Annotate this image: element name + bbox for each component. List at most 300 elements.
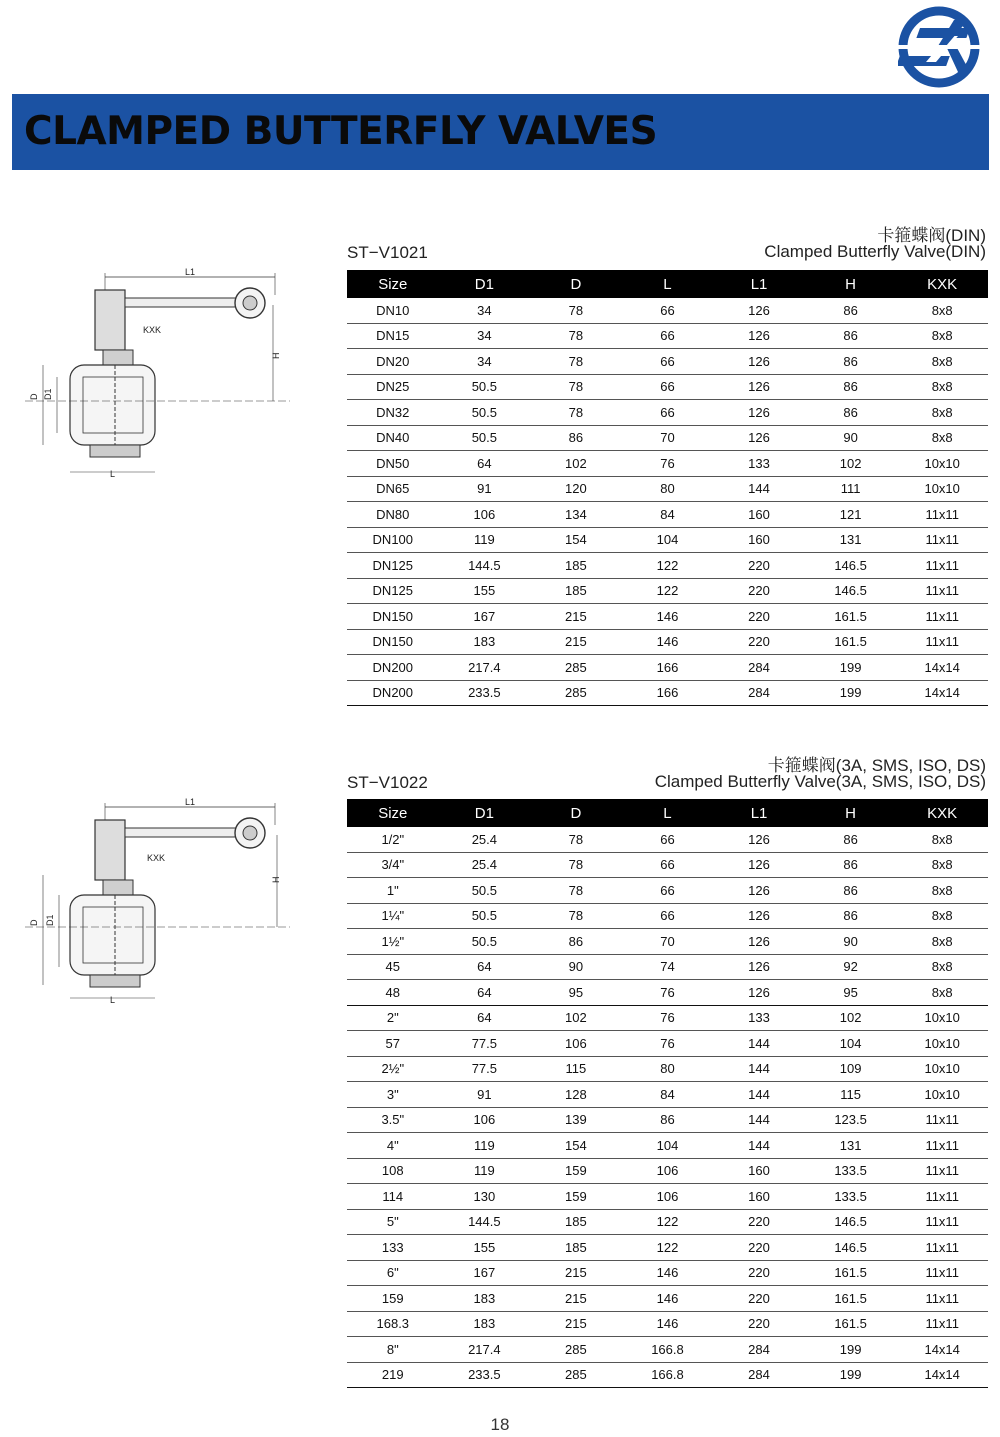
- table-cell: 144.5: [439, 553, 531, 579]
- table-cell: 122: [622, 553, 714, 579]
- table-cell: 8x8: [896, 903, 988, 929]
- table-cell: 130: [439, 1184, 531, 1210]
- table-cell: 161.5: [805, 1311, 897, 1337]
- table-row: [347, 827, 988, 852]
- table-cell: 126: [713, 425, 805, 451]
- table-cell: 10x10: [896, 1082, 988, 1108]
- section1-title-en: Clamped Butterfly Valve(DIN): [764, 242, 986, 261]
- table-cell: 220: [713, 1286, 805, 1312]
- table-cell: 11x11: [896, 1133, 988, 1159]
- table-cell: 126: [713, 903, 805, 929]
- table-cell: 199: [805, 655, 897, 681]
- table-cell: 160: [713, 1184, 805, 1210]
- table-cell: 1½": [347, 929, 439, 955]
- table-cell: 34: [439, 349, 531, 375]
- table-cell: 86: [805, 323, 897, 349]
- column-header: Size: [347, 270, 439, 298]
- table-cell: 106: [622, 1158, 714, 1184]
- table-cell: 146.5: [805, 1209, 897, 1235]
- table-cell: 1¼": [347, 903, 439, 929]
- table-cell: 126: [713, 298, 805, 323]
- table-cell: 11x11: [896, 578, 988, 604]
- table-cell: 2½": [347, 1056, 439, 1082]
- table-cell: 8x8: [896, 425, 988, 451]
- table-cell: 3/4": [347, 852, 439, 878]
- table-cell: 8x8: [896, 400, 988, 426]
- table-cell: 166: [622, 655, 714, 681]
- table-cell: 86: [805, 400, 897, 426]
- table-cell: 34: [439, 323, 531, 349]
- table-cell: 155: [439, 578, 531, 604]
- table-cell: 160: [713, 527, 805, 553]
- table-cell: 78: [530, 400, 622, 426]
- table-cell: 159: [530, 1158, 622, 1184]
- table-row: [347, 527, 988, 553]
- table-cell: 154: [530, 1133, 622, 1159]
- table-row: [347, 1107, 988, 1133]
- table-cell: 64: [439, 980, 531, 1006]
- table-cell: 220: [713, 578, 805, 604]
- table-cell: 45: [347, 954, 439, 980]
- table-cell: 102: [805, 451, 897, 477]
- table-cell: 167: [439, 604, 531, 630]
- table-cell: 215: [530, 1260, 622, 1286]
- table-cell: 220: [713, 1235, 805, 1261]
- table-cell: 120: [530, 476, 622, 502]
- table-cell: 86: [530, 425, 622, 451]
- table-cell: 144: [713, 1107, 805, 1133]
- table-cell: 126: [713, 323, 805, 349]
- table-cell: DN200: [347, 680, 439, 706]
- table-cell: 167: [439, 1260, 531, 1286]
- table-cell: 111: [805, 476, 897, 502]
- table-cell: 11x11: [896, 1311, 988, 1337]
- table-cell: 159: [347, 1286, 439, 1312]
- table-cell: DN20: [347, 349, 439, 375]
- table-cell: 160: [713, 502, 805, 528]
- column-header: H: [805, 270, 897, 298]
- table-cell: 78: [530, 298, 622, 323]
- title-banner: [12, 94, 989, 170]
- table-row: [347, 878, 988, 904]
- table-cell: 8x8: [896, 349, 988, 375]
- table-cell: 144: [713, 1056, 805, 1082]
- table-cell: 86: [805, 827, 897, 852]
- table-cell: 76: [622, 451, 714, 477]
- table-cell: DN65: [347, 476, 439, 502]
- table-cell: 14x14: [896, 655, 988, 681]
- table-cell: 8x8: [896, 929, 988, 955]
- section2-valve-drawing: [25, 795, 290, 1010]
- table-row: [347, 852, 988, 878]
- table-cell: DN32: [347, 400, 439, 426]
- dim-l-label: L: [110, 995, 116, 1005]
- table-cell: 115: [805, 1082, 897, 1108]
- dim-d-label: D: [29, 919, 39, 926]
- table-cell: 185: [530, 553, 622, 579]
- table-cell: 133.5: [805, 1184, 897, 1210]
- column-header: D: [530, 270, 622, 298]
- table-cell: 70: [622, 929, 714, 955]
- table-cell: 128: [530, 1082, 622, 1108]
- table-cell: 155: [439, 1235, 531, 1261]
- table-cell: 161.5: [805, 629, 897, 655]
- table-cell: 146: [622, 629, 714, 655]
- table-cell: 70: [622, 425, 714, 451]
- table-cell: 108: [347, 1158, 439, 1184]
- table-cell: DN80: [347, 502, 439, 528]
- table-cell: 64: [439, 954, 531, 980]
- table-cell: 76: [622, 1005, 714, 1031]
- table-cell: 139: [530, 1107, 622, 1133]
- table-cell: 109: [805, 1056, 897, 1082]
- table-cell: 219: [347, 1362, 439, 1388]
- table-cell: 161.5: [805, 1286, 897, 1312]
- table-cell: 220: [713, 553, 805, 579]
- table-cell: 66: [622, 903, 714, 929]
- table-cell: 3": [347, 1082, 439, 1108]
- table-cell: 104: [805, 1031, 897, 1057]
- table-cell: DN40: [347, 425, 439, 451]
- table-row: [347, 400, 988, 426]
- column-header: D: [530, 799, 622, 827]
- table-cell: 284: [713, 1362, 805, 1388]
- table-cell: DN125: [347, 578, 439, 604]
- column-header: D1: [439, 799, 531, 827]
- table-row: [347, 349, 988, 375]
- table-cell: 11x11: [896, 604, 988, 630]
- table-cell: 233.5: [439, 680, 531, 706]
- table-cell: 199: [805, 680, 897, 706]
- table-cell: 285: [530, 680, 622, 706]
- table-cell: 115: [530, 1056, 622, 1082]
- table-cell: 123.5: [805, 1107, 897, 1133]
- table-cell: 126: [713, 374, 805, 400]
- column-header: L1: [713, 270, 805, 298]
- dim-kxk-label: KXK: [143, 325, 162, 335]
- table-row: [347, 954, 988, 980]
- table-cell: 106: [530, 1031, 622, 1057]
- table-cell: 14x14: [896, 1337, 988, 1363]
- table-cell: DN200: [347, 655, 439, 681]
- table-cell: 11x11: [896, 1107, 988, 1133]
- table-row: [347, 1209, 988, 1235]
- table-cell: 78: [530, 349, 622, 375]
- table-cell: 78: [530, 878, 622, 904]
- table-cell: 217.4: [439, 1337, 531, 1363]
- section2-title-en: Clamped Butterfly Valve(3A, SMS, ISO, DS): [654, 772, 986, 791]
- table-cell: 66: [622, 298, 714, 323]
- section1-title-cn: 卡箍蝶阀(DIN): [877, 226, 986, 245]
- table-cell: 144.5: [439, 1209, 531, 1235]
- table-cell: 78: [530, 323, 622, 349]
- table-cell: 119: [439, 527, 531, 553]
- table-cell: 220: [713, 629, 805, 655]
- table-cell: 215: [530, 1311, 622, 1337]
- table-cell: 66: [622, 400, 714, 426]
- table-cell: 183: [439, 629, 531, 655]
- table-cell: 25.4: [439, 827, 531, 852]
- table-cell: 66: [622, 852, 714, 878]
- table-cell: 166.8: [622, 1362, 714, 1388]
- table-cell: 11x11: [896, 629, 988, 655]
- table-cell: 50.5: [439, 374, 531, 400]
- table-cell: 66: [622, 374, 714, 400]
- table-cell: 78: [530, 903, 622, 929]
- table-row: [347, 929, 988, 955]
- table-cell: 131: [805, 527, 897, 553]
- table-cell: 50.5: [439, 929, 531, 955]
- table-cell: 11x11: [896, 1260, 988, 1286]
- table-cell: 185: [530, 1235, 622, 1261]
- section2-title-cn: 卡箍蝶阀(3A, SMS, ISO, DS): [767, 756, 986, 775]
- table-cell: 114: [347, 1184, 439, 1210]
- table-cell: 215: [530, 629, 622, 655]
- table-cell: 11x11: [896, 1158, 988, 1184]
- table-cell: 126: [713, 878, 805, 904]
- table-cell: 102: [530, 1005, 622, 1031]
- column-header: H: [805, 799, 897, 827]
- table-cell: 86: [805, 903, 897, 929]
- table-cell: 1/2": [347, 827, 439, 852]
- table-row: [347, 980, 988, 1006]
- table-cell: 284: [713, 655, 805, 681]
- column-header: L: [622, 799, 714, 827]
- table-cell: 104: [622, 527, 714, 553]
- table-row: [347, 1082, 988, 1108]
- table-cell: 146.5: [805, 578, 897, 604]
- table-cell: 11x11: [896, 527, 988, 553]
- table-cell: 102: [530, 451, 622, 477]
- table-cell: DN10: [347, 298, 439, 323]
- table-cell: DN50: [347, 451, 439, 477]
- table-cell: 285: [530, 1362, 622, 1388]
- table-row: [347, 1311, 988, 1337]
- table-row: [347, 323, 988, 349]
- table-cell: 133: [347, 1235, 439, 1261]
- table-cell: 66: [622, 878, 714, 904]
- table-row: [347, 476, 988, 502]
- table-row: [347, 629, 988, 655]
- table-cell: 34: [439, 298, 531, 323]
- page-number: 18: [490, 1415, 510, 1434]
- table-cell: 126: [713, 954, 805, 980]
- table-row: [347, 1005, 988, 1031]
- table-cell: 161.5: [805, 1260, 897, 1286]
- table-cell: 76: [622, 1031, 714, 1057]
- table-cell: 8x8: [896, 980, 988, 1006]
- table-cell: 133.5: [805, 1158, 897, 1184]
- table-cell: 134: [530, 502, 622, 528]
- table-cell: 84: [622, 502, 714, 528]
- table-cell: 159: [530, 1184, 622, 1210]
- table-cell: 285: [530, 1337, 622, 1363]
- table-cell: 8": [347, 1337, 439, 1363]
- table-cell: 11x11: [896, 502, 988, 528]
- table-cell: 84: [622, 1082, 714, 1108]
- table-cell: 64: [439, 1005, 531, 1031]
- table-cell: DN125: [347, 553, 439, 579]
- table-cell: 284: [713, 680, 805, 706]
- kxk-logo-icon: [898, 6, 984, 88]
- table-cell: 183: [439, 1311, 531, 1337]
- table-cell: 86: [805, 852, 897, 878]
- table-cell: 77.5: [439, 1056, 531, 1082]
- table-cell: 8x8: [896, 878, 988, 904]
- table-row: [347, 680, 988, 706]
- section1-model: ST−V1021: [347, 243, 428, 262]
- table-cell: 80: [622, 476, 714, 502]
- table-cell: 285: [530, 655, 622, 681]
- table-cell: 144: [713, 1133, 805, 1159]
- table-row: [347, 903, 988, 929]
- table-cell: 77.5: [439, 1031, 531, 1057]
- table-cell: 11x11: [896, 553, 988, 579]
- table-cell: 80: [622, 1056, 714, 1082]
- table-row: [347, 1158, 988, 1184]
- table-cell: 78: [530, 852, 622, 878]
- table-cell: 11x11: [896, 1235, 988, 1261]
- table-cell: 220: [713, 1260, 805, 1286]
- table-cell: 133: [713, 451, 805, 477]
- column-header: L1: [713, 799, 805, 827]
- table-cell: 10x10: [896, 1031, 988, 1057]
- table-cell: 2": [347, 1005, 439, 1031]
- table-cell: 50.5: [439, 878, 531, 904]
- table-cell: 146.5: [805, 553, 897, 579]
- table-cell: 146: [622, 1260, 714, 1286]
- table-row: [347, 1286, 988, 1312]
- table-cell: 14x14: [896, 1362, 988, 1388]
- table-cell: 90: [805, 425, 897, 451]
- table-cell: 66: [622, 323, 714, 349]
- section2-spec-table: [347, 799, 988, 1388]
- table-cell: 215: [530, 1286, 622, 1312]
- table-row: [347, 655, 988, 681]
- table-cell: 8x8: [896, 374, 988, 400]
- table-cell: 10x10: [896, 476, 988, 502]
- table-cell: 66: [622, 349, 714, 375]
- table-cell: 168.3: [347, 1311, 439, 1337]
- table-cell: 183: [439, 1286, 531, 1312]
- table-cell: 10x10: [896, 1005, 988, 1031]
- table-cell: 25.4: [439, 852, 531, 878]
- section2-model: ST−V1022: [347, 773, 428, 792]
- table-cell: 220: [713, 1209, 805, 1235]
- table-cell: 215: [530, 604, 622, 630]
- table-cell: 133: [713, 1005, 805, 1031]
- table-cell: 86: [530, 929, 622, 955]
- table-cell: 76: [622, 980, 714, 1006]
- column-header: D1: [439, 270, 531, 298]
- table-cell: 86: [805, 349, 897, 375]
- table-cell: 78: [530, 374, 622, 400]
- table-cell: 199: [805, 1362, 897, 1388]
- table-cell: 10x10: [896, 451, 988, 477]
- table-cell: 57: [347, 1031, 439, 1057]
- dim-l-label: L: [110, 469, 116, 479]
- table-row: [347, 578, 988, 604]
- table-cell: 90: [805, 929, 897, 955]
- table-cell: 11x11: [896, 1286, 988, 1312]
- table-cell: 217.4: [439, 655, 531, 681]
- dim-d-label: D: [29, 393, 39, 400]
- table-cell: 144: [713, 476, 805, 502]
- table-cell: 199: [805, 1337, 897, 1363]
- table-row: [347, 451, 988, 477]
- table-cell: DN25: [347, 374, 439, 400]
- table-cell: 233.5: [439, 1362, 531, 1388]
- table-cell: DN100: [347, 527, 439, 553]
- table-cell: 284: [713, 1337, 805, 1363]
- table-cell: 220: [713, 1311, 805, 1337]
- column-header: KXK: [896, 270, 988, 298]
- table-cell: 220: [713, 604, 805, 630]
- table-cell: 160: [713, 1158, 805, 1184]
- table-row: [347, 1260, 988, 1286]
- table-cell: 8x8: [896, 852, 988, 878]
- table-cell: 92: [805, 954, 897, 980]
- table-cell: 4": [347, 1133, 439, 1159]
- table-cell: 126: [713, 980, 805, 1006]
- table-cell: 50.5: [439, 400, 531, 426]
- table-cell: 146: [622, 1286, 714, 1312]
- table-cell: DN150: [347, 629, 439, 655]
- table-cell: 11x11: [896, 1209, 988, 1235]
- table-row: [347, 1056, 988, 1082]
- table-cell: 64: [439, 451, 531, 477]
- table-cell: 146: [622, 1311, 714, 1337]
- table-row: [347, 1235, 988, 1261]
- column-header: KXK: [896, 799, 988, 827]
- table-cell: 166.8: [622, 1337, 714, 1363]
- table-cell: 122: [622, 1235, 714, 1261]
- table-cell: 86: [622, 1107, 714, 1133]
- table-cell: 8x8: [896, 954, 988, 980]
- table-row: [347, 1337, 988, 1363]
- table-row: [347, 1031, 988, 1057]
- table-cell: 104: [622, 1133, 714, 1159]
- table-cell: 86: [805, 374, 897, 400]
- table-cell: 144: [713, 1031, 805, 1057]
- table-cell: 121: [805, 502, 897, 528]
- section1-valve-drawing: [25, 265, 290, 480]
- table-row: [347, 553, 988, 579]
- table-cell: 126: [713, 929, 805, 955]
- table-cell: 74: [622, 954, 714, 980]
- table-cell: 106: [439, 1107, 531, 1133]
- table-cell: 161.5: [805, 604, 897, 630]
- table-cell: 126: [713, 349, 805, 375]
- table-cell: 185: [530, 578, 622, 604]
- table-row: [347, 298, 988, 323]
- table-cell: 106: [439, 502, 531, 528]
- table-cell: 3.5": [347, 1107, 439, 1133]
- table-cell: 106: [622, 1184, 714, 1210]
- table-row: [347, 374, 988, 400]
- table-cell: 146.5: [805, 1235, 897, 1261]
- column-header: L: [622, 270, 714, 298]
- table-cell: 122: [622, 1209, 714, 1235]
- table-cell: 102: [805, 1005, 897, 1031]
- table-cell: 131: [805, 1133, 897, 1159]
- table-cell: 90: [530, 954, 622, 980]
- table-cell: 185: [530, 1209, 622, 1235]
- table-cell: 50.5: [439, 903, 531, 929]
- table-cell: DN150: [347, 604, 439, 630]
- section1-spec-table: [347, 270, 988, 706]
- table-cell: 144: [713, 1082, 805, 1108]
